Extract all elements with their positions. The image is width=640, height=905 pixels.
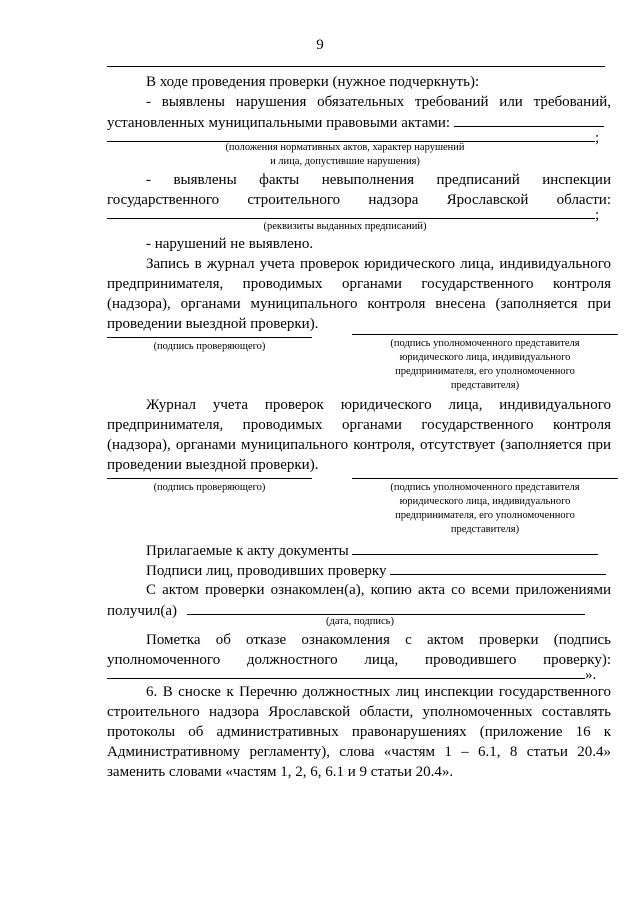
journal-entry-line4: проведении выездной проверки). bbox=[107, 316, 319, 332]
journal-missing-line3: (надзора), органами муниципального контроля, отсутствует (заполняется при bbox=[107, 437, 611, 453]
caption-violations-b: и лица, допустившие нарушения) bbox=[270, 156, 420, 167]
clause-6-line4: Административному регламенту), слова «частям 1 – 6.1, 8 статьи 20.4» bbox=[107, 744, 611, 760]
clause-6-line3: протоколы об административных правонарушениях (приложение 16 к bbox=[107, 724, 611, 740]
header-rule bbox=[107, 66, 605, 67]
attached-documents-line: Прилагаемые к акту документы bbox=[146, 540, 611, 561]
journal-missing-line2: предпринимателя, проводимых органами государственного контроля bbox=[107, 417, 611, 433]
journal-entry-line3: (надзора), органами муниципального контроля внесена (заполняется при bbox=[107, 296, 611, 312]
attached-documents-blank bbox=[352, 540, 598, 555]
acknowledgement-line1: С актом проверки ознакомлен(а), копию акта со всеми приложениями bbox=[146, 582, 611, 598]
caption-representative-2d: представителя) bbox=[450, 524, 520, 535]
violations-found-line2: установленных муниципальными правовыми актами: bbox=[107, 112, 611, 133]
caption-orders: (реквизиты выданных предписаний) bbox=[263, 221, 427, 232]
inspectors-signatures-line: Подписи лиц, проводивших проверку bbox=[146, 560, 611, 581]
received-blank bbox=[187, 600, 585, 615]
acknowledgement-line2: получил(а) bbox=[107, 600, 611, 621]
violations-blank-line: ; bbox=[107, 127, 611, 148]
caption-date-signature: (дата, подпись) bbox=[326, 616, 394, 627]
caption-inspector-signature-2: (подпись проверяющего) bbox=[153, 482, 266, 493]
caption-violations-a: (положения нормативных актов, характер нарушений bbox=[225, 142, 465, 153]
clause-6-line1: 6. В сноске к Перечню должностных лиц инспекции государственного bbox=[146, 684, 611, 700]
orders-blank-line: ; bbox=[107, 204, 611, 225]
unfulfilled-orders-line2: государственного строительного надзора Ярославской области: bbox=[107, 192, 611, 208]
journal-missing-line1: Журнал учета проверок юридического лица, индивидуального bbox=[146, 397, 611, 413]
inspector-signature-line-2 bbox=[107, 478, 312, 479]
representative-signature-line-1 bbox=[352, 334, 618, 335]
refusal-blank-line: ». bbox=[107, 664, 611, 685]
no-violations-option: - нарушений не выявлено. bbox=[146, 236, 314, 252]
page-number: 9 bbox=[316, 37, 324, 53]
refusal-note-line2: уполномоченного должностного лица, проводившего проверку): bbox=[107, 652, 611, 668]
journal-entry-line1: Запись в журнал учета проверок юридического лица, индивидуального bbox=[146, 256, 611, 272]
journal-missing-line4: проведении выездной проверки). bbox=[107, 457, 319, 473]
caption-representative-1d: представителя) bbox=[450, 380, 520, 391]
clause-6-line2: строительного надзора Ярославской области, уполномоченных составлять bbox=[107, 704, 611, 720]
refusal-note-line1: Пометка об отказе ознакомления с актом проверки (подпись bbox=[146, 632, 611, 648]
journal-entry-line2: предпринимателя, проводимых органами государственного контроля bbox=[107, 276, 611, 292]
representative-signature-line-2 bbox=[352, 478, 618, 479]
caption-representative-2a: (подпись уполномоченного представителя bbox=[390, 482, 580, 493]
caption-inspector-signature-1: (подпись проверяющего) bbox=[153, 341, 266, 352]
violations-found-option: - выявлены нарушения обязательных требований или требований, bbox=[146, 94, 611, 110]
unfulfilled-orders-option: - выявлены факты невыполнения предписаний инспекции bbox=[146, 172, 611, 188]
inspectors-signatures-blank bbox=[390, 560, 606, 575]
caption-representative-2c: предпринимателя, его уполномоченного bbox=[395, 510, 575, 521]
caption-representative-2b: юридического лица, индивидуального bbox=[399, 496, 571, 507]
inspector-signature-line-1 bbox=[107, 337, 312, 338]
caption-representative-1a: (подпись уполномоченного представителя bbox=[390, 338, 580, 349]
inspection-results-intro: В ходе проведения проверки (нужное подчеркнуть): bbox=[146, 74, 480, 90]
clause-6-line5: заменить словами «частям 1, 2, 6, 6.1 и 9 статьи 20.4». bbox=[107, 764, 454, 780]
caption-representative-1b: юридического лица, индивидуального bbox=[399, 352, 571, 363]
violations-blank bbox=[454, 112, 604, 127]
caption-representative-1c: предпринимателя, его уполномоченного bbox=[395, 366, 575, 377]
